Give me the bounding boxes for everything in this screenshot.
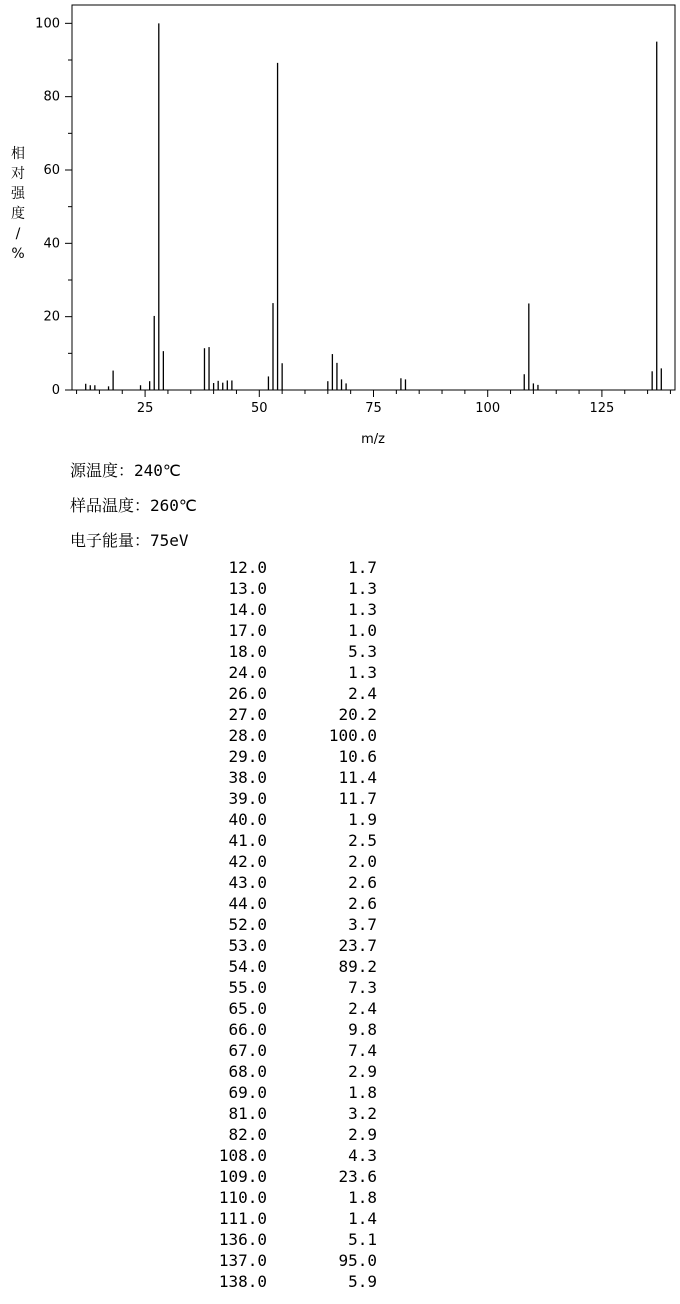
peak-mz: 69.0 (228, 1083, 267, 1102)
peak-mz: 27.0 (228, 705, 267, 724)
peak-abundance: 1.3 (348, 663, 377, 682)
peak-abundance: 2.6 (348, 873, 377, 892)
peak-abundance: 100.0 (328, 726, 377, 745)
peak-row (205, 809, 377, 830)
peak-mz: 14.0 (228, 600, 267, 619)
peak-abundance: 7.4 (348, 1041, 377, 1060)
peak-mz: 28.0 (228, 726, 267, 745)
peak-abundance: 89.2 (338, 957, 377, 976)
peak-abundance: 1.3 (348, 579, 377, 598)
peak-mz: 54.0 (228, 957, 267, 976)
peak-row (205, 1166, 377, 1187)
y-tick-label: 60 (43, 163, 60, 178)
peak-mz: 137.0 (218, 1251, 267, 1270)
peak-mz: 26.0 (228, 684, 267, 703)
peak-mz: 108.0 (218, 1146, 267, 1165)
peak-abundance: 7.3 (348, 978, 377, 997)
y-axis-label: 相对强度/ % (11, 146, 25, 262)
peak-row (205, 704, 377, 725)
peak-row (205, 767, 377, 788)
peak-mz: 111.0 (218, 1209, 267, 1228)
y-tick-label: 0 (51, 383, 60, 398)
peak-row (205, 956, 377, 977)
condition-line (70, 493, 197, 516)
peak-abundance: 2.5 (348, 831, 377, 850)
peak-abundance: 23.7 (338, 936, 377, 955)
peak-mz: 12.0 (228, 558, 267, 577)
peak-row (205, 1040, 377, 1061)
peak-row (205, 1229, 377, 1250)
peak-row (205, 1019, 377, 1040)
peak-row (205, 683, 377, 704)
peak-row (205, 1124, 377, 1145)
peak-mz: 136.0 (218, 1230, 267, 1249)
peak-abundance: 9.8 (348, 1020, 377, 1039)
peak-row (205, 725, 377, 746)
plot-frame (72, 5, 675, 390)
peak-mz: 110.0 (218, 1188, 267, 1207)
peak-abundance: 1.3 (348, 600, 377, 619)
peak-row (205, 1061, 377, 1082)
x-tick-label: 75 (365, 401, 382, 416)
peak-table (205, 557, 377, 1292)
peak-row (205, 1208, 377, 1229)
y-axis (35, 16, 72, 398)
y-tick-label: 100 (35, 16, 60, 32)
peak-bars (86, 23, 662, 390)
peak-abundance: 1.4 (348, 1209, 377, 1228)
condition-value: 75eV (150, 531, 189, 550)
peak-row (205, 1145, 377, 1166)
peak-row (205, 788, 377, 809)
peak-row (205, 1103, 377, 1124)
peak-mz: 42.0 (228, 852, 267, 871)
x-axis (77, 390, 671, 416)
peak-abundance: 5.3 (348, 642, 377, 661)
x-tick-label: 25 (136, 401, 154, 416)
peak-abundance: 5.9 (348, 1272, 377, 1291)
x-tick-label: 50 (251, 401, 268, 416)
condition-label: 电子能量： (70, 531, 151, 550)
condition-label: 样品温度： (70, 496, 151, 515)
peak-row (205, 746, 377, 767)
peak-row (205, 893, 377, 914)
condition-label: 源温度： (70, 461, 135, 480)
peak-mz: 55.0 (228, 978, 267, 997)
peak-row (205, 1187, 377, 1208)
x-tick-label: 100 (475, 401, 501, 416)
peak-abundance: 4.3 (348, 1146, 377, 1165)
peak-abundance: 2.6 (348, 894, 377, 913)
peak-abundance: 23.6 (338, 1167, 377, 1186)
peak-row (205, 662, 377, 683)
peak-row (205, 641, 377, 662)
peak-abundance: 2.4 (348, 684, 377, 703)
peak-mz: 38.0 (228, 768, 267, 787)
peak-row (205, 851, 377, 872)
peak-abundance: 1.7 (348, 558, 377, 577)
peak-mz: 29.0 (228, 747, 267, 766)
peak-mz: 41.0 (228, 831, 267, 850)
peak-row (205, 830, 377, 851)
mass-spectrum-chart (0, 0, 680, 450)
peak-abundance: 2.9 (348, 1062, 377, 1081)
peak-mz: 66.0 (228, 1020, 267, 1039)
peak-row (205, 935, 377, 956)
peak-mz: 39.0 (228, 789, 267, 808)
peak-row (205, 998, 377, 1019)
peak-abundance: 20.2 (338, 705, 377, 724)
peak-abundance: 2.9 (348, 1125, 377, 1144)
peak-mz: 68.0 (228, 1062, 267, 1081)
condition-value: 260℃ (150, 496, 197, 515)
peak-mz: 138.0 (218, 1272, 267, 1291)
y-tick-label: 80 (43, 89, 60, 105)
y-tick-label: 40 (43, 236, 60, 252)
peak-abundance: 11.7 (338, 789, 377, 808)
x-tick-label: 125 (589, 401, 615, 416)
peak-row (205, 1250, 377, 1271)
peak-abundance: 1.9 (348, 810, 377, 829)
x-axis-label: m/z (361, 432, 385, 447)
peak-mz: 82.0 (228, 1125, 267, 1144)
peak-abundance: 1.0 (348, 621, 377, 640)
condition-value: 240℃ (134, 461, 181, 480)
peak-abundance: 95.0 (338, 1251, 377, 1270)
peak-row (205, 977, 377, 998)
peak-abundance: 11.4 (338, 768, 377, 787)
peak-row (205, 557, 377, 578)
peak-mz: 24.0 (228, 663, 267, 682)
peak-mz: 43.0 (228, 873, 267, 892)
peak-mz: 40.0 (228, 810, 267, 829)
peak-mz: 67.0 (228, 1041, 267, 1060)
peak-abundance: 2.4 (348, 999, 377, 1018)
peak-abundance: 10.6 (338, 747, 377, 766)
peak-abundance: 1.8 (348, 1083, 377, 1102)
peak-row (205, 1271, 377, 1292)
peak-abundance: 2.0 (348, 852, 377, 871)
peak-mz: 109.0 (218, 1167, 267, 1186)
condition-line (70, 528, 189, 551)
peak-abundance: 3.2 (348, 1104, 377, 1123)
peak-mz: 52.0 (228, 915, 267, 934)
peak-row (205, 1082, 377, 1103)
peak-mz: 44.0 (228, 894, 267, 913)
peak-abundance: 1.8 (348, 1188, 377, 1207)
peak-abundance: 3.7 (348, 915, 377, 934)
peak-mz: 81.0 (228, 1104, 267, 1123)
peak-row (205, 620, 377, 641)
peak-mz: 17.0 (228, 621, 267, 640)
peak-mz: 53.0 (228, 936, 267, 955)
peak-row (205, 914, 377, 935)
condition-line (70, 458, 181, 481)
peak-mz: 13.0 (228, 579, 267, 598)
peak-row (205, 578, 377, 599)
peak-mz: 65.0 (228, 999, 267, 1018)
peak-row (205, 872, 377, 893)
y-tick-label: 20 (43, 309, 60, 325)
peak-mz: 18.0 (228, 642, 267, 661)
peak-row (205, 599, 377, 620)
peak-abundance: 5.1 (348, 1230, 377, 1249)
